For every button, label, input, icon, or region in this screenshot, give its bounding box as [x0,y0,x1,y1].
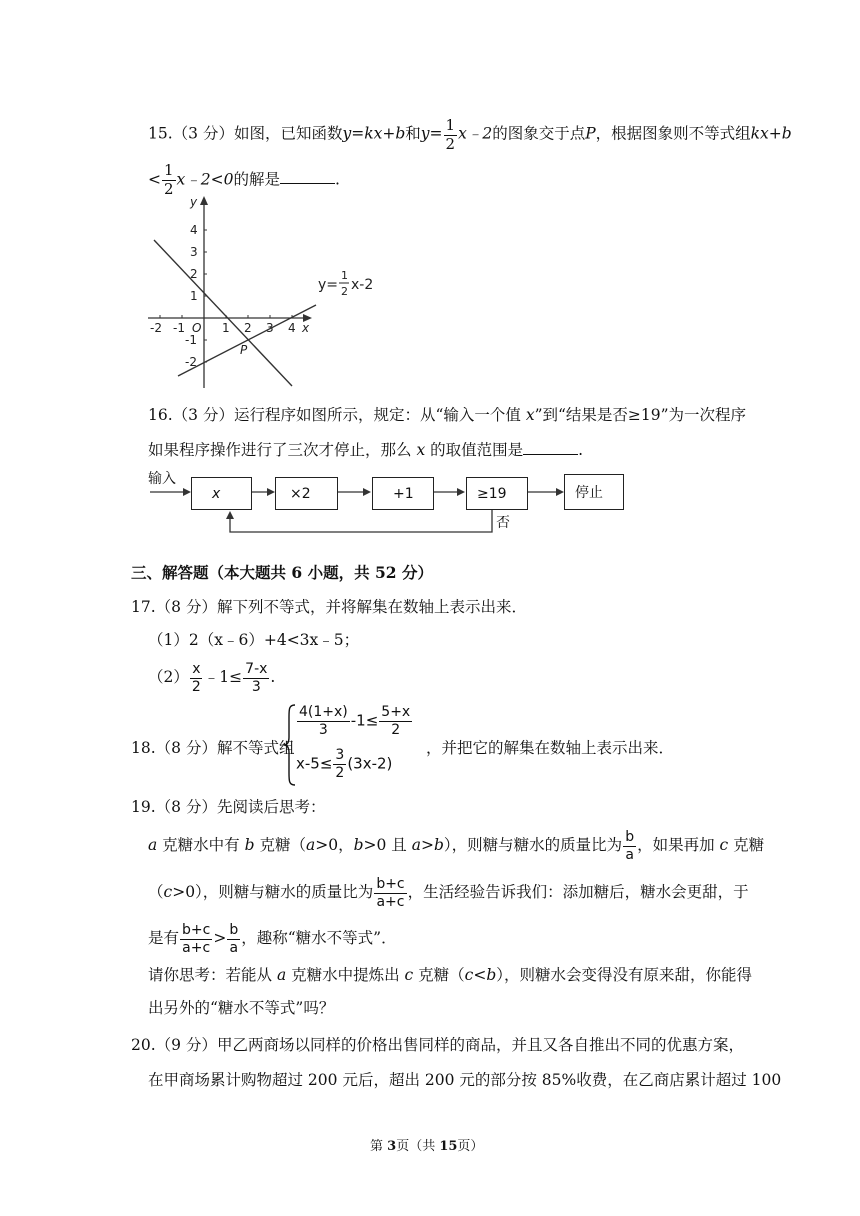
q18-r1-den1: 3 [318,721,328,738]
flow-box-stop-label: 停止 [575,485,603,501]
flow-input-label: 输入 [148,471,176,487]
flowchart [140,468,640,538]
q19-intro: 先阅读后思考： [216,798,326,816]
q16-line2-var: x [416,441,426,459]
flow-box-x [191,477,252,510]
q19-l1-frac-den: a [625,846,634,863]
q19-line2 [148,877,749,909]
origin-label: O [192,321,202,335]
q19-l3-frac2 [227,923,240,955]
eq-prefix: y= [318,277,339,293]
q15-number: 15. [148,124,173,143]
q18-r1-frac1 [297,705,350,737]
q17-part2 [148,662,275,694]
q19-l3-frac1-num: b+c [182,922,211,938]
q19-l3-gt: > [213,929,227,948]
q19-score: （8 分） [155,798,217,816]
q19-l2-b: c [163,883,173,902]
eq-num: 1 [341,269,348,282]
q15-expr-tail: kx+b [750,124,792,143]
y-tick-3: 3 [190,245,198,259]
system-brace [283,703,297,787]
q19-l1-m: ，如果再加 [637,836,720,855]
q15-line1 [148,117,792,152]
q19-l1-o: 克糖 [728,836,765,855]
q19-l1-a: a [148,836,158,855]
q19-l1-h: >0 且 [363,836,412,855]
q17-part1 [148,633,359,649]
q19-l1-l: ），则糖与糖水的质量比为 [443,836,623,855]
q15-text-b: 的图象交于点 [492,124,586,143]
q15-frac-num: 1 [445,116,456,134]
q17-frac2 [243,662,269,694]
x-tick-3: 3 [266,321,274,335]
flow-box-plus1 [372,477,434,510]
line-half-x-minus-2 [178,305,316,376]
q19-l4-h: b [486,966,497,984]
answer-blank-q16[interactable] [523,454,578,455]
q19-l2-frac-den: a+c [376,893,405,910]
q19-l1-frac-num: b [625,829,635,845]
q19-l1-j: > [420,836,434,855]
q18-label [131,741,294,757]
q16-text-b: ”到“结果是否≥19”为一次程序 [534,406,747,424]
q19-l1-g: b [353,836,364,855]
q19-l4-c: 克糖水中提炼出 [286,966,405,984]
q15-text-c: ，根据图象则不等式组 [595,124,751,143]
q19-line5: 出另外的“糖水不等式”吗？ [148,999,335,1017]
q18-text: 解不等式组 [216,739,295,757]
q15-and: 和 [405,124,421,143]
q19-l4-a: 请你思考：若能从 [148,966,277,984]
flow-no-label: 否 [496,515,510,531]
q16-score: （3 分） [172,406,234,424]
q18-r1-num2: 5+x [381,704,411,720]
q17-frac1 [190,662,203,694]
q18-row2 [296,748,392,780]
q19-l1-frac [623,830,636,862]
q15-text-a: 如图，已知函数 [233,124,343,143]
q18-r2-b: (3x-2) [347,754,393,773]
x-tick-2: 2 [244,321,252,335]
y-tick-2: 2 [190,267,198,281]
q17-line [131,600,527,616]
q16-line2-a: 如果程序操作进行了三次才停止，那么 [148,441,417,459]
y-tick-neg1: -1 [185,333,197,347]
q15-line2-text: 的解是 [233,170,281,189]
q15-frac2-num: 1 [164,161,174,179]
q19-l3-a: 是有 [148,929,180,948]
q17-number: 17. [131,598,156,616]
q17-p2-end: . [270,668,276,687]
eq-suffix: x-2 [351,277,374,293]
q20-number: 20. [131,1036,156,1054]
q19-l2-frac-num: b+c [376,876,405,892]
q19-line3 [148,923,397,955]
q19-line0 [131,800,325,816]
q19-l1-c: b [244,836,255,855]
q19-number: 19. [131,798,156,816]
q16-line2-b: 的取值范围是 [425,441,524,459]
q19-l4-e: 克糖（ [413,966,465,984]
q15-line2-expr: x﹣2<0 [176,170,234,189]
q17-frac2-num: 7-x [245,661,268,677]
q16-var: x [525,406,535,424]
q16-number: 16. [148,406,173,424]
q17-p1-expr: 2（x﹣6）+4<3x﹣5； [188,631,360,649]
q17-frac1-num: x [192,661,201,677]
q19-l2-c: >0），则糖与糖水的质量比为 [172,883,374,902]
q20-line2: 在甲商场累计购物超过 200 元后，超出 200 元的部分按 85%收费，在乙商店累计超过 100 [148,1071,782,1089]
answer-blank[interactable] [280,183,335,184]
flow-box-ge19-label: ≥19 [477,485,507,502]
q19-l2-a: （ [148,883,164,902]
q15-score: （3 分） [172,124,234,143]
q18-tail: ，并把它的解集在数轴上表示出来． [426,739,675,757]
q19-l4-g: < [473,966,487,984]
q15-function-1: y=kx+b [342,124,406,143]
flow-box-x-label: x [212,485,221,502]
line-kx-plus-b [154,240,292,386]
y-axis-label: y [190,195,198,209]
q18-r1-mid: -1≤ [350,711,379,730]
q19-l2-frac [374,877,406,909]
q17-p1-label: （1） [148,631,189,649]
q19-l1-d: 克糖（ [254,836,306,855]
q19-l1-n: c [719,836,729,855]
q16-period: . [578,441,584,459]
q15-f2-suffix: x﹣2 [458,124,493,143]
q18-r2-num: 3 [335,747,345,763]
function-graph [140,192,374,392]
q15-period: . [335,170,340,189]
footer-total: 15 [439,1139,458,1154]
q15-frac2-den: 2 [164,179,174,198]
y-tick-neg2: -2 [185,355,197,369]
q19-l2-d: ，生活经验告诉我们：添加糖后，糖水会更甜，于 [407,883,749,902]
x-tick-4: 4 [288,321,296,335]
q18-r1-num1: 4(1+x) [299,704,348,720]
q15-lt: < [148,170,161,189]
y-tick-1: 1 [190,289,198,303]
q18-row1 [296,705,413,737]
q16-line1 [148,408,746,424]
point-p-label: P [240,343,248,357]
q19-line4 [148,968,752,984]
flow-box-plus1-label: +1 [393,485,414,502]
footer-c: 页） [457,1139,484,1154]
q15-point: P [585,124,596,143]
q19-l1-e: a [305,836,316,855]
x-axis-label: x [302,321,310,335]
flow-box-times2-label: ×2 [290,485,311,502]
q16-text-a: 运行程序如图所示，规定：从“输入一个值 [233,406,526,424]
q19-l1-i: a [411,836,421,855]
flow-box-ge19 [466,477,528,510]
x-tick-neg1: -1 [173,321,185,335]
q19-l1-k: b [433,836,444,855]
q17-frac2-den: 3 [251,678,261,695]
line-equation-label [318,269,373,298]
q18-r1-den2: 2 [391,721,401,738]
q19-l1-f: >0， [315,836,354,855]
q17-frac1-den: 2 [191,678,201,695]
q18-r2-a: x-5≤ [296,754,333,773]
q20-line1 [131,1038,744,1054]
q17-score: （8 分） [155,598,217,616]
q15-fraction [444,118,458,153]
q19-line1 [148,830,764,862]
q20-text-1: 甲乙两商场以同样的价格出售同样的商品，并且又各自推出不同的优惠方案， [216,1036,744,1054]
q19-l3-frac2-den: a [229,939,239,956]
q18-score: （8 分） [155,739,217,757]
q20-score: （9 分） [155,1036,217,1054]
q19-l4-i: ），则糖水会变得没有原来甜，你能得 [496,966,753,984]
q19-l1-b: 克糖水中有 [157,836,245,855]
flow-box-stop [564,474,624,510]
q17-p2-mid: ﹣1≤ [203,668,243,687]
eq-den: 2 [341,285,348,298]
q19-l3-frac1 [180,923,212,955]
footer-b: 页（共 [396,1139,440,1154]
x-tick-neg2: -2 [150,321,162,335]
q19-l3-frac1-den: a+c [182,939,211,956]
flow-box-times2 [275,477,338,510]
q17-text: 解下列不等式，并将解集在数轴上表示出来． [216,598,527,616]
q19-l4-f: c [464,966,474,984]
q18-r2-frac [333,748,346,780]
section-title: 三、解答题（本大题共 6 小题，共 52 分） [131,563,433,582]
q19-l3-b: ，趣称“糖水不等式”． [241,929,397,948]
q19-l3-frac2-num: b [229,922,239,938]
y-axis-arrow [200,196,208,205]
q17-p2-label: （2） [148,668,189,687]
y-tick-4: 4 [190,223,198,237]
footer-a: 第 [370,1139,388,1154]
q15-f2-prefix: y= [420,124,443,143]
q19-l4-b: a [276,966,287,984]
q15-frac-den: 2 [445,134,456,153]
q18-r2-den: 2 [335,764,345,781]
q19-l4-d: c [404,966,414,984]
x-tick-1: 1 [222,321,230,335]
footer-page: 3 [387,1139,397,1154]
q18-r1-frac2 [379,705,412,737]
page-footer [370,1140,483,1153]
q16-line2 [148,443,583,459]
q18-number: 18. [131,739,156,757]
